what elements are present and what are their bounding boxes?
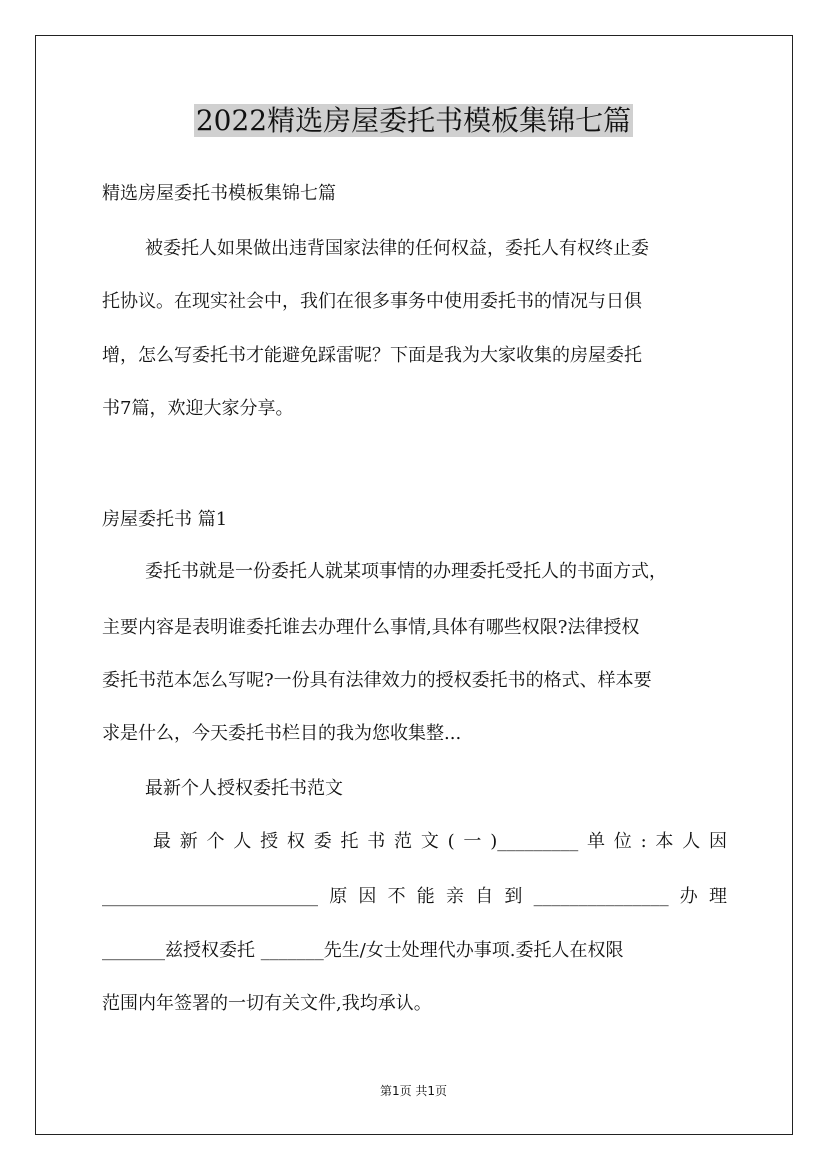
- sample-line-4: 范围内年签署的一切有关文件,我均承认。: [102, 993, 432, 1014]
- sample-line-2: ________________________原因不能亲自到_______________办理: [102, 886, 727, 907]
- document-title-text: 2022精选房屋委托书模板集锦七篇: [195, 104, 632, 137]
- section-body-line-2: 主要内容是表明谁委托谁去办理什么事情,具体有哪些权限?法律授权: [102, 617, 640, 638]
- intro-line-2: 托协议。在现实社会中，我们在很多事务中使用委托书的情况与日俱: [102, 291, 642, 312]
- sample-line-1: 最新个人授权委托书范文(一)_________单位:本人因: [153, 831, 727, 852]
- section-heading: 房屋委托书 篇1: [102, 509, 228, 530]
- intro-line-3: 增，怎么写委托书才能避免踩雷呢？下面是我为大家收集的房屋委托: [102, 345, 642, 366]
- sample-line-3: _______兹授权委托 _______先生/女士处理代办事项.委托人在权限: [102, 940, 624, 961]
- sub-heading: 最新个人授权委托书范文: [145, 778, 343, 799]
- section-body-line-3: 委托书范本怎么写呢?一份具有法律效力的授权委托书的格式、样本要: [102, 670, 652, 691]
- document-title: [0, 97, 827, 145]
- document-subtitle: 精选房屋委托书模板集锦七篇: [102, 183, 336, 204]
- section-body-line-4: 求是什么，今天委托书栏目的我为您收集整...: [102, 723, 462, 744]
- section-body-line-1: 委托书就是一份委托人就某项事情的办理委托受托人的书面方式，: [145, 561, 667, 582]
- intro-line-1: 被委托人如果做出违背国家法律的任何权益，委托人有权终止委: [145, 238, 649, 259]
- page-footer: 第1页 共1页: [379, 1084, 448, 1098]
- intro-line-4: 书7篇，欢迎大家分享。: [102, 398, 294, 419]
